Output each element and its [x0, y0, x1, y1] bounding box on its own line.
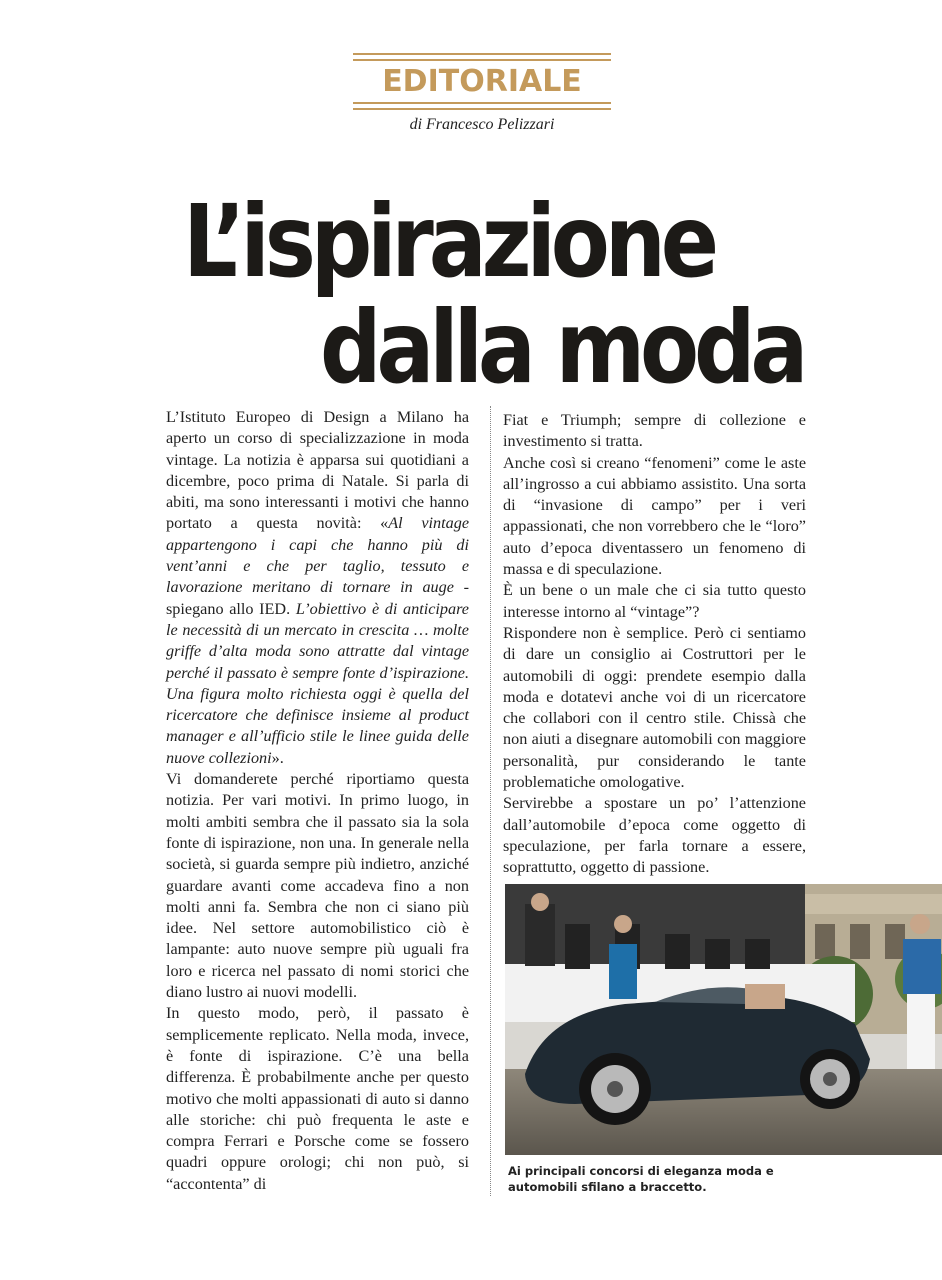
paragraph-7: Rispondere non è semplice. Però ci sentiamo di dare un consiglio ai Costruttori per le automobili di oggi: prendete esempio dalla moda e dotatevi anche voi di un ricercatore che collabori con il centro stile. Chissà che non aiuti a disegnare automobili con maggiore personalità, pur considerando le tante problematiche omologative. [503, 623, 806, 792]
quote-italic: L’obiettivo è di anticipare le necessità di un mercato in crescita … molte griffe d’alta moda sono attratte dal vintage perché il passato è sempre fonte d’ispirazione. Una figura molto richiesta oggi è quella del ricercatore che definisce insieme al product manager e all’ufficio stile le linee guida delle nuove collezioni [166, 599, 469, 767]
paragraph-3: In questo modo, però, il passato è semplicemente replicato. Nella moda, invece, è fonte di ispirazione. C’è una bella differenza. È probabilmente anche per questo motivo che molti appassionati di auto si danno alle storiche: chi può frequenta le aste e compra Ferrari e Porsche come se fossero quadri oppure orologi; chi non può, si “accontenta” di [166, 1004, 469, 1193]
car-fashion-photo [505, 884, 942, 1155]
paragraph-4: Fiat e Triumph; sempre di collezione e investimento si tratta. [503, 411, 806, 451]
top-rule-2 [353, 59, 611, 61]
quote-italic: Al vintage appartengono i capi che hanno più di vent’anni e che per taglio, tessuto e lavorazione meritano di tornare in auge [166, 514, 469, 597]
paragraph-text: -spiegano allo IED. [166, 578, 469, 618]
section-label: EDITORIALE [382, 64, 582, 99]
paragraph-5: Anche così si creano “fenomeni” come le aste all’ingrosso a cui abbiamo assistito. Una sorta di “invasione di campo” per i veri appassionati, che non vorrebbero che le “loro” auto d’epoca diventassero un fenomeno di massa e di speculazione. [503, 453, 806, 579]
paragraph-8: Servirebbe a spostare un po’ l’attenzione dall’automobile d’epoca come oggetto di speculazione, per farla tornare a essere, soprattutto, oggetto di passione. [503, 794, 806, 877]
bottom-rule-2 [353, 108, 611, 110]
paragraph-1 [166, 407, 469, 769]
photo-illustration [505, 884, 942, 1155]
text-column-2 [503, 410, 806, 879]
top-rule [353, 53, 611, 55]
bottom-rule [353, 102, 611, 104]
paragraph-text: ». [271, 748, 284, 767]
text-column-1 [166, 407, 469, 1195]
paragraph-6: È un bene o un male che ci sia tutto questo interesse intorno al “vintage”? [503, 581, 806, 621]
byline: di Francesco Pelizzari [409, 116, 555, 133]
photo-caption: Ai principali concorsi di eleganza moda e automobili sfilano a braccetto. [508, 1164, 774, 1194]
column-divider [490, 406, 491, 1196]
paragraph-2: Vi domanderete perché riportiamo questa notizia. Per vari motivi. In primo luogo, in molti ambiti sembra che il passato sia la sola fonte di ispirazione, non una. In generale nella società, si guarda sempre più indietro, anziché guardare avanti come accadeva fino a non molti anni fa. Sembra che non ci siano più idee. Nel settore automobilistico ciò è lampante: auto nuove sempre più uguali fra loro e ricerca nel passato di nomi storici che diano lustro ai nuovi modelli. [166, 770, 469, 1002]
paragraph-text: L’Istituto Europeo di Design a Milano ha aperto un corso di specializzazione in moda vintage. La notizia è apparsa sui quotidiani a dicembre, poco prima di Natale. Si parla di abiti, ma sono interessanti i motivi che hanno portato a questa novità: « [166, 408, 469, 533]
section-masthead [353, 53, 611, 110]
headline-line-1: L’ispirazione [183, 183, 714, 300]
headline-line-2: dalla moda [320, 289, 804, 406]
